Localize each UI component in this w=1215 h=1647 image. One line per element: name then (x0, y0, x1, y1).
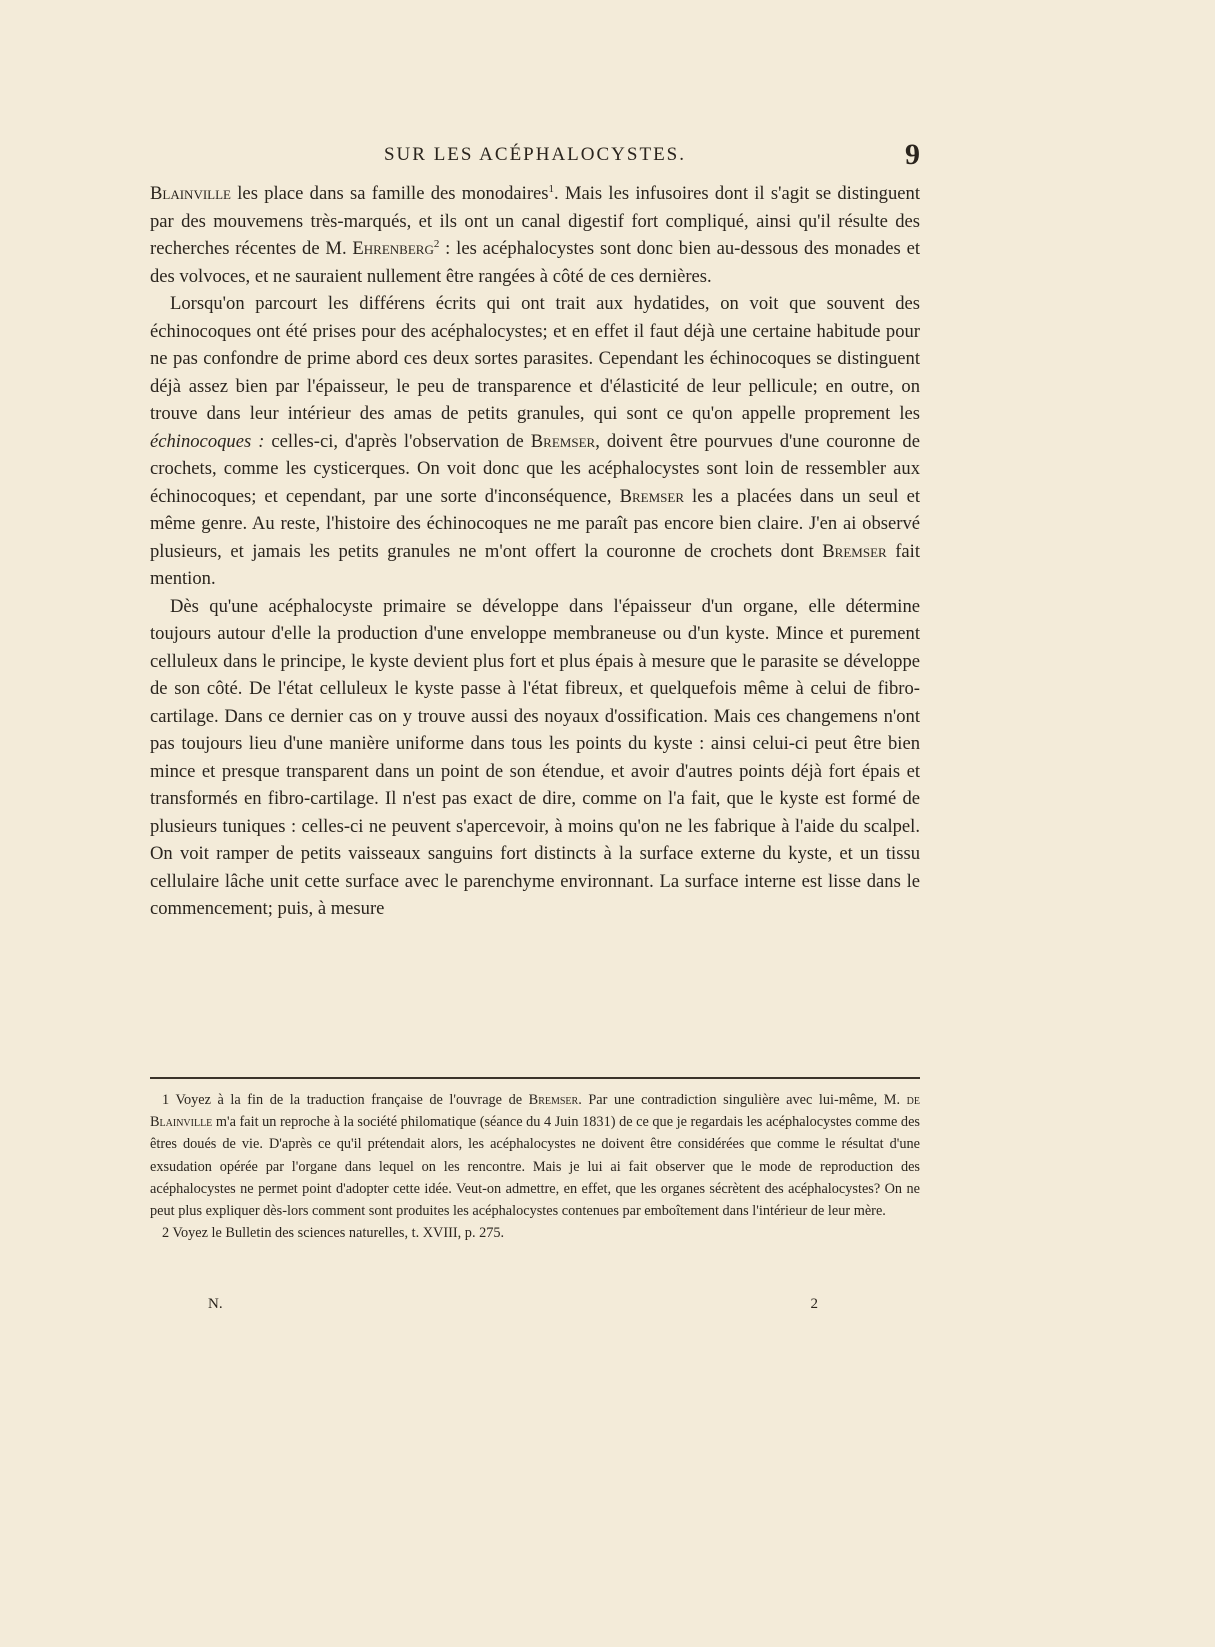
text-run: Voyez le Bulletin des sciences naturelles, t. XVIII, p. 275. (169, 1225, 505, 1242)
text-run: m'a fait un reproche à la société philomatique (séance du 4 Juin 1831) de ce que je regardais les acéphalocystes comme des êtres doués de vie. D'après ce qu'il prétendait alors, les acéphalocystes ne doivent être considérées que comme le résultat d'une exsudation opérée par l'organe dans lequel on les rencontre. Mais je lui ai fait observer que le mode de reproduction des acéphalocystes ne permet point d'adopter cette idée. Veut-on admettre, en effet, que les organes sécrètent des acéphalocystes? On ne peut plus expliquer dès-lors comment sont produites les acéphalocystes contenues par emboîtement dans l'intérieur de leur mère. (150, 1114, 920, 1220)
footnote-2 (150, 1222, 920, 1244)
author-name: Bremser (530, 430, 596, 452)
paragraph-3 (150, 593, 920, 923)
text-run: : les acéphalocystes sont donc bien au-dessous des monades et des volvoces, et ne sauraient nullement être rangées à côté de ces dernières. (150, 238, 920, 287)
italic-term: échinocoques : (150, 430, 265, 452)
text-run: les a placées dans un seul et même genre. Au reste, l'histoire des échinocoques ne me paraît pas encore bien claire. J'en ai observé plusieurs, et jamais les petits granules ne m'ont offert la couronne de crochets dont (150, 485, 920, 562)
printer-signature (150, 1296, 920, 1322)
text-run: , doivent être pourvues d'une couronne de crochets, comme les cysticerques. On voit donc que les acéphalocystes sont loin de ressembler aux échinocoques; et cependant, par une sorte d'inconséquence, (150, 430, 920, 507)
text-run: . Par une contradiction singulière avec lui-même, M. (578, 1092, 907, 1108)
footnote-ref: 2 (433, 237, 440, 250)
text-run: Lorsqu'on parcourt les différens écrits qui ont trait aux hydatides, on voit que souvent des échinocoques ont été prises pour des acéphalocystes; et en effet il faut déjà une certaine habitude pour ne pas confondre de prime abord ces deux sortes parasites. Cependant les échinocoques se distinguent déjà assez bien par l'épaisseur, le peu de transparence et d'élasticité de leur pellicule; en outre, on trouve dans leur intérieur des amas de petits granules, qui sont ce qu'on appelle proprement les (150, 293, 920, 424)
signature-letter: N. (208, 1296, 223, 1312)
text-run: Dès qu'une acéphalocyste primaire se développe dans l'épaisseur d'un organe, elle détermine toujours autour d'elle la production d'une enveloppe membraneuse ou d'un kyste. Mince et purement celluleux dans le principe, le kyste devient plus fort et plus épais à mesure que le parasite se développe de son côté. De l'état celluleux le kyste passe à l'état fibreux, et quelquefois même à celui de fibro-cartilage. Dans ce dernier cas on y trouve aussi des noyaux d'ossification. Mais ces changemens n'ont pas toujours lieu d'une manière uniforme dans tous les points du kyste : ainsi celui-ci peut être bien mince et presque transparent dans un point de son étendue, et avoir d'autres points déjà fort épais et transformés en fibro-cartilage. Il n'est pas exact de dire, comme on l'a fait, que le kyste est formé de plusieurs tuniques : celles-ci ne peuvent s'apercevoir, à moins qu'on ne les fabrique à l'aide du scalpel. On voit ramper de petits vaisseaux sanguins fort distincts à la surface externe du kyste, et un tissu cellulaire lâche unit cette surface avec le parenchyme environnant. La surface interne est lisse dans le commencement; puis, à mesure (150, 595, 920, 919)
author-name: Blainville (150, 183, 231, 204)
running-head (150, 138, 920, 178)
footnote-ref: 1 (548, 182, 555, 195)
author-name: Bremser (822, 540, 887, 562)
paragraph-2 (150, 290, 920, 593)
running-title: SUR LES ACÉPHALOCYSTES. (383, 144, 687, 165)
text-run: les place dans sa famille des monodaires (231, 183, 549, 204)
author-name: Ehrenberg (352, 238, 434, 259)
footnote-number: 2 (162, 1225, 170, 1242)
page-number: 9 (905, 138, 920, 171)
footnote-rule (150, 1077, 920, 1079)
author-name: Bremser (619, 485, 685, 507)
footnote-number: 1 (162, 1092, 170, 1108)
text-run: fait mention. (150, 540, 920, 589)
paragraph-1 (150, 180, 920, 290)
signature-number: 2 (810, 1296, 818, 1312)
body-text (150, 180, 920, 923)
text-run: celles-ci, d'après l'observation de (264, 430, 531, 452)
author-name: Bremser (528, 1092, 579, 1108)
footnote-1 (150, 1089, 920, 1222)
author-name: de Blainville (150, 1092, 920, 1131)
text-run: Voyez à la fin de la traduction française de l'ouvrage de (169, 1092, 529, 1108)
text-run: . Mais les infusoires dont il s'agit se distinguent par des mouvemens très-marqués, et ils ont un canal digestif fort compliqué, ainsi qu'il résulte des recherches récentes de M. (150, 183, 920, 259)
footnotes (150, 1089, 920, 1244)
